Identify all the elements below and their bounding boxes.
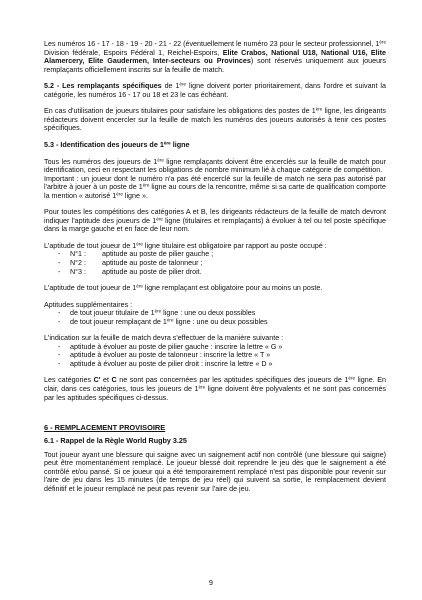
list-item: - N°3 : aptitude au poste de pilier droit. [58, 267, 202, 276]
paragraph-titular-players: En cas d'utilisation de joueurs titulaires pour satisfaire les obligations des postes de 1ère ligne, les dirigeants rédacteurs doivent encercler sur la feuille de match les numéros des joueurs autorisés à tenir ces postes spécifiques. [44, 106, 386, 133]
list-item: - N°2 : aptitude au poste de talonneur ; [58, 258, 203, 267]
paragraph-aptitude-titular: L'aptitude de tout joueur de 1ère ligne titulaire est obligatoire par rapport au poste occupé : [44, 241, 327, 250]
paragraph-categories-c: Les catégories C' et C ne sont pas concernées par les aptitudes spécifiques des joueurs de 1ère ligne. En clair, dans ces catégories, tous les joueurs de 1ère ligne doivent être polyvalents et ne sont pas concernés par les aptitudes spécifiques ci-dessus. [44, 375, 386, 402]
heading-6-1: 6.1 - Rappel de la Règle World Rugby 3.25 [44, 436, 187, 446]
paragraph-numbers-reserved: Les numéros 16 - 17 - 18 - 19 - 20 - 21 - 22 (éventuellement le numéro 23 pour le secteur professionnel, 1ère Division fédérale, Espoirs Fédéral 1, Reichel-Espoirs, Elite Crabos, National U18, National U16, Elite Alamercery, Elite Gaudermen, Inter-secteurs ou Provinces) sont réservés uniquement aux joueurs remplaçants officiellement inscrits sur la feuille de match. [44, 39, 386, 74]
list-positions [44, 250, 386, 276]
section-label-5-2: 5.2 - Les remplaçants spécifiques [44, 82, 162, 91]
list-item: - N°1 : aptitude au poste de pilier gauche ; [58, 250, 214, 259]
heading-section-6: 6 - REMPLACEMENT PROVISOIRE [44, 423, 166, 433]
paragraph-indication: L'indication sur la feuille de match devra s'effectuer de la manière suivante : [44, 334, 284, 343]
list-supplementary [44, 309, 386, 326]
paragraph-categories-a-b: Pour toutes les compétitions des catégories A et B, les dirigeants rédacteurs de la feuille de match devront indiquer l'aptitude des joueurs de 1ère ligne (titulaires et remplaçants) à évoluer à tel ou tel poste spécifique dans la marge gauche et en face de leur nom. [44, 208, 386, 234]
list-item: - de tout joueur titulaire de 1ère ligne : une ou deux possibles [58, 308, 256, 318]
paragraph-specific-replacements: 5.2 - Les remplaçants spécifiques de 1ère ligne doivent porter prioritairement, dans l'ordre et suivant la catégorie, les numéros 16 - 17 ou 18 et 23 le cas échéant. [44, 81, 386, 99]
heading-5-3: 5.3 - Identification des joueurs de 1ère ligne [44, 139, 190, 149]
paragraph-supplementary: Aptitudes supplémentaires : [44, 300, 133, 309]
paragraph-rule-3-25: Tout joueur ayant une blessure qui saigne avec un saignement actif non contrôlé (une blessure qui saigne) peut être momentanément remplacé. Le joueur blessé doit reprendre le jeu dès que le saignement a été contrôlé et/ou pansé. Si ce joueur qui a été temporairement remplacé n'est pas disponible pour revenir sur l'aire de jeu dans les 15 minutes (de temps de jeu réel) qui suivent sa sortie, le remplacement devient définitif et le joueur remplacé ne peut pas revenir sur l'aire de jeu. [44, 450, 386, 493]
paragraph-aptitude-replacement: L'aptitude de tout joueur de 1ère ligne remplaçant est obligatoire pour au moins un poste. [44, 283, 323, 293]
document-page [44, 40, 386, 493]
list-item: - aptitude à évoluer au poste de talonneur : inscrire la lettre « T » [58, 351, 271, 360]
list-letters [44, 343, 386, 369]
list-item: - de tout joueur remplaçant de 1ère ligne : une ou deux possibles [58, 317, 268, 326]
page-number: 9 [209, 580, 213, 587]
list-item: - aptitude à évoluer au poste de pilier gauche : inscrire la lettre « G » [58, 342, 283, 351]
list-item: - aptitude à évoluer au poste de pilier droit : inscrire la lettre « D » [58, 359, 273, 368]
paragraph-identification: Tous les numéros des joueurs de 1ère ligne remplaçants doivent être encerclés sur la feuille de match pour identification, ceci en respectant les obligations de nombre minimum lié à chaque catégorie de compétition. Important : un joueur dont le numéro n'a pas été encerclé sur la feuille de match ne sera pas autorisé par l'arbitre à jouer à un poste de 1ère ligne au cours de la rencontre, même si sa carte de qualification comporte la mention « autorisé 1ère ligne ». [44, 157, 386, 200]
